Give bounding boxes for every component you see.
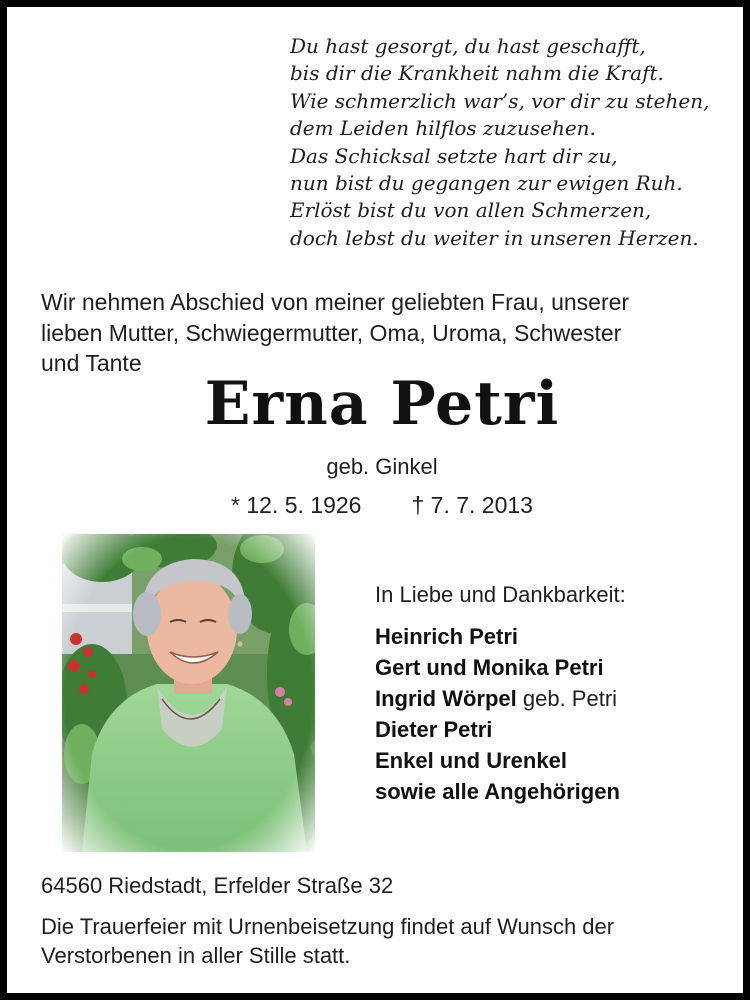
intro-line: und Tante (41, 350, 142, 376)
notice-line: Verstorbenen in aller Stille statt. (41, 943, 351, 968)
poem-line: dem Leiden hilflos zuzusehen. (290, 116, 596, 141)
portrait-photo (62, 534, 315, 852)
mourner-name: Gert und Monika Petri (375, 655, 604, 680)
birth-name: geb. Ginkel (326, 454, 438, 479)
death-date: † 7. 7. 2013 (411, 492, 533, 518)
mourner-name: Enkel und Urenkel (375, 748, 567, 773)
mourner-name: sowie alle Angehörigen (375, 779, 620, 804)
portrait-illustration (62, 534, 315, 852)
mourner-row (375, 776, 745, 807)
mourner-name: Dieter Petri (375, 717, 493, 742)
poem-line: bis dir die Krankheit nahm die Kraft. (290, 61, 664, 86)
mourners-block (375, 582, 745, 807)
intro-line: Wir nehmen Abschied von meiner geliebten Frau, unserer (41, 289, 630, 315)
mourner-row (375, 714, 745, 745)
mourner-name: Heinrich Petri (375, 624, 519, 649)
address-line: 64560 Riedstadt, Erfelder Straße 32 (41, 873, 394, 898)
life-dates (7, 492, 750, 519)
mourner-name: Ingrid Wörpel (375, 686, 517, 711)
intro-line: lieben Mutter, Schwiegermutter, Oma, Uroma, Schwester (41, 319, 622, 346)
poem-line: Du hast gesorgt, du hast geschafft, (290, 34, 646, 58)
poem-line: nun bist du gegangen zur ewigen Ruh. (290, 171, 683, 196)
funeral-notice (41, 912, 731, 970)
notice-line: Die Trauerfeier mit Urnenbeisetzung findet auf Wunsch der (41, 914, 615, 939)
poem-line: Das Schicksal setzte hart dir zu, (290, 143, 618, 168)
mourner-row (375, 683, 745, 714)
birth-date: * 12. 5. 1926 (231, 492, 362, 518)
farewell-intro (41, 287, 731, 379)
poem-line: doch lebst du weiter in unseren Herzen. (290, 225, 699, 250)
mourner-row (375, 621, 745, 652)
mourners-heading: In Liebe und Dankbarkeit: (375, 582, 626, 607)
mourner-row (375, 652, 745, 683)
mourner-suffix: geb. Petri (516, 686, 618, 711)
deceased-name: Erna Petri (204, 369, 560, 439)
poem-line: Wie schmerzlich war’s, vor dir zu stehen, (290, 88, 710, 113)
memorial-poem (290, 33, 730, 252)
poem-line: Erlöst bist du von allen Schmerzen, (290, 198, 652, 223)
mourner-row (375, 745, 745, 776)
